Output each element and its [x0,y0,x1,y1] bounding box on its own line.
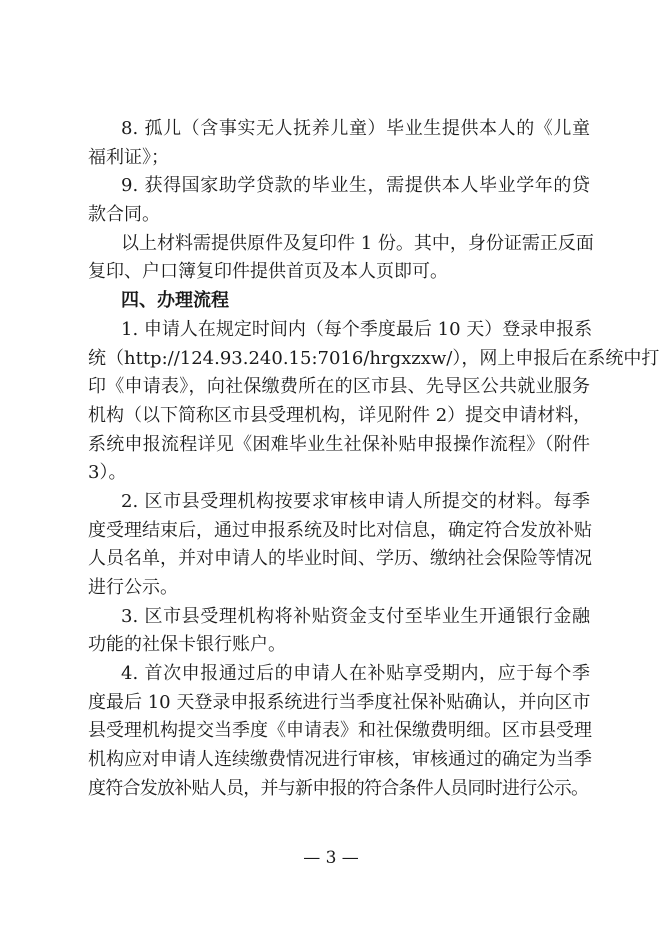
text-line: 度符合发放补贴人员，并与新申报的符合条件人员同时进行公示。 [88,777,589,799]
text-line: 系统申报流程详见《困难毕业生社保补贴申报操作流程》（附件 [88,433,590,455]
text-line: 机构（以下简称区市县受理机构，详见附件 2）提交申请材料， [88,404,592,426]
text-line: 功能的社保卡银行账户。 [88,634,286,656]
text-line: 2. 区市县受理机构按要求审核申请人所提交的材料。每季 [121,490,590,512]
step-3 [88,603,590,660]
text-line: 3）。 [88,462,127,484]
step-4 [88,660,590,803]
text-line: 8. 孤儿（含事实无人抚养儿童）毕业生提供本人的《儿童 [121,118,590,139]
text-line: 9. 获得国家助学贷款的毕业生，需提供本人毕业学年的贷 [121,175,590,197]
text-line: 机构应对申请人连续缴费情况进行审核，审核通过的确定为当季 [88,749,592,771]
item-8 [88,115,590,172]
step-2 [88,488,590,603]
step-1 [88,316,660,488]
text-line: 福利证》； [88,146,169,168]
item-9 [88,172,590,229]
text-line: 统（http://124.93.240.15:7016/hrgxzxw/），网上申报后在系统中打 [88,347,660,369]
section-heading [88,287,590,316]
text-line: 复印、户口簿复印件提供首页及本人页即可。 [88,261,448,283]
document-body [88,115,660,804]
text-line: 1. 申请人在规定时间内（每个季度最后 10 天）登录申报系 [121,318,593,340]
text-line: 度最后 10 天登录申报系统进行当季度社保补贴确认，并向区市 [88,691,591,713]
text-line: 人员名单，并对申请人的毕业时间、学历、缴纳社会保险等情况 [88,548,592,570]
text-line: 县受理机构提交当季度《申请表》和社保缴费明细。区市县受理 [88,720,592,742]
text-line: 3. 区市县受理机构将补贴资金支付至毕业生开通银行金融 [121,605,590,627]
text-line: 印《申请表》，向社保缴费所在的区市县、先导区公共就业服务 [88,376,590,398]
text-line: 4. 首次申报通过后的申请人在补贴享受期内，应于每个季 [121,663,590,685]
text-line: 款合同。 [88,204,160,226]
text-line: 进行公示。 [88,577,178,598]
text-line: 度受理结束后，通过申报系统及时比对信息，确定符合发放补贴 [88,519,592,541]
heading-text: 四、办理流程 [121,290,229,312]
page-number: — 3 — [303,848,359,868]
text-line: 以上材料需提供原件及复印件 1 份。其中，身份证需正反面 [121,232,594,254]
materials-note [88,230,594,287]
